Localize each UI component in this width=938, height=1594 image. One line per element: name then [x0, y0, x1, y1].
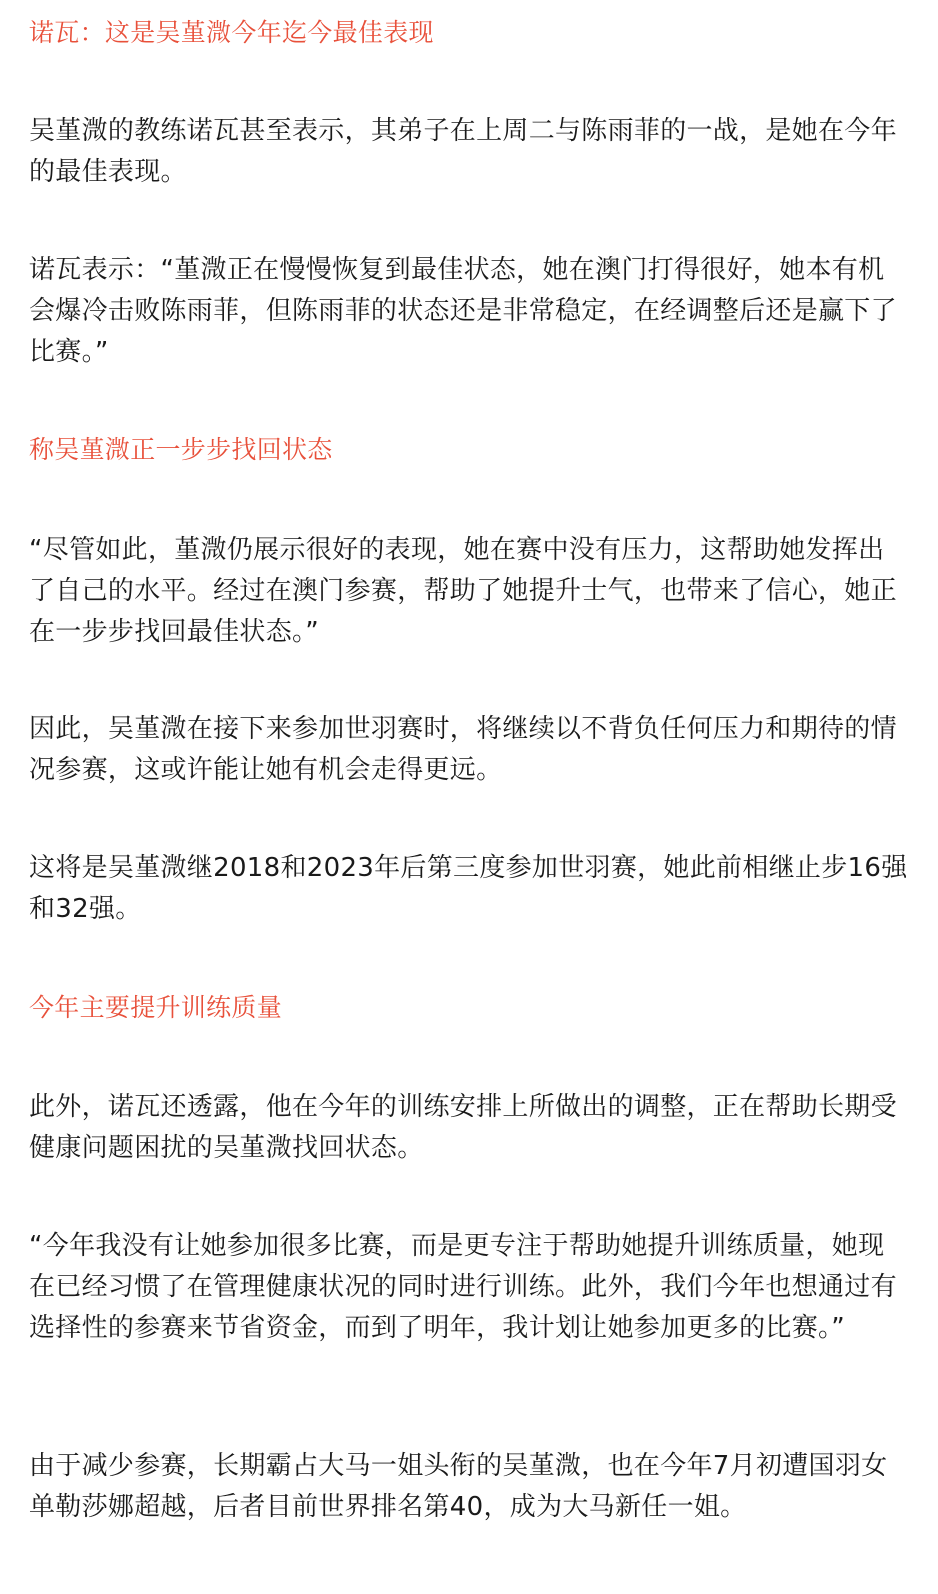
paragraph-world-championships: 因此，吴堇溦在接下来参加世羽赛时，将继续以不背负任何压力和期待的情况参赛，这或许能让她有机会走得更远。 [29, 714, 897, 785]
paragraph-ranking-change: 由于减少参赛，长期霸占大马一姐头衔的吴堇溦，也在今年7月初遭国羽女单勒莎娜超越，后者目前世界排名第40，成为大马新任一姐。 [29, 1451, 888, 1522]
section-heading-recovering-form: 称吴堇溦正一步步找回状态 [29, 435, 333, 464]
section-heading-best-performance: 诺瓦：这是吴堇溦今年迄今最佳表现 [29, 18, 434, 47]
paragraph-coach-quote: 诺瓦表示：“堇溦正在慢慢恢复到最佳状态，她在澳门打得很好，她本有机会爆冷击败陈雨菲，但陈雨菲的状态还是非常稳定，在经调整后还是赢下了比赛。” [29, 255, 897, 367]
paragraph-form-quote: “尽管如此，堇溦仍展示很好的表现，她在赛中没有压力，这帮助她发挥出了自己的水平。经过在澳门参赛，帮助了她提升士气，也带来了信心，她正在一步步找回最佳状态。” [29, 535, 897, 647]
paragraph-coach-comment: 吴堇溦的教练诺瓦甚至表示，其弟子在上周二与陈雨菲的一战，是她在今年的最佳表现。 [29, 116, 897, 187]
section-heading-training-quality: 今年主要提升训练质量 [29, 993, 283, 1022]
paragraph-training-quote: “今年我没有让她参加很多比赛，而是更专注于帮助她提升训练质量，她现在已经习惯了在管理健康状况的同时进行训练。此外，我们今年也想通过有选择性的参赛来节省资金，而到了明年，我计划让她参加更多的比赛。” [29, 1231, 897, 1343]
paragraph-training-adjustments: 此外，诺瓦还透露，他在今年的训练安排上所做出的调整，正在帮助长期受健康问题困扰的吴堇溦找回状态。 [29, 1092, 897, 1163]
paragraph-past-results: 这将是吴堇溦继2018和2023年后第三度参加世羽赛，她此前相继止步16强和32强。 [29, 853, 908, 924]
